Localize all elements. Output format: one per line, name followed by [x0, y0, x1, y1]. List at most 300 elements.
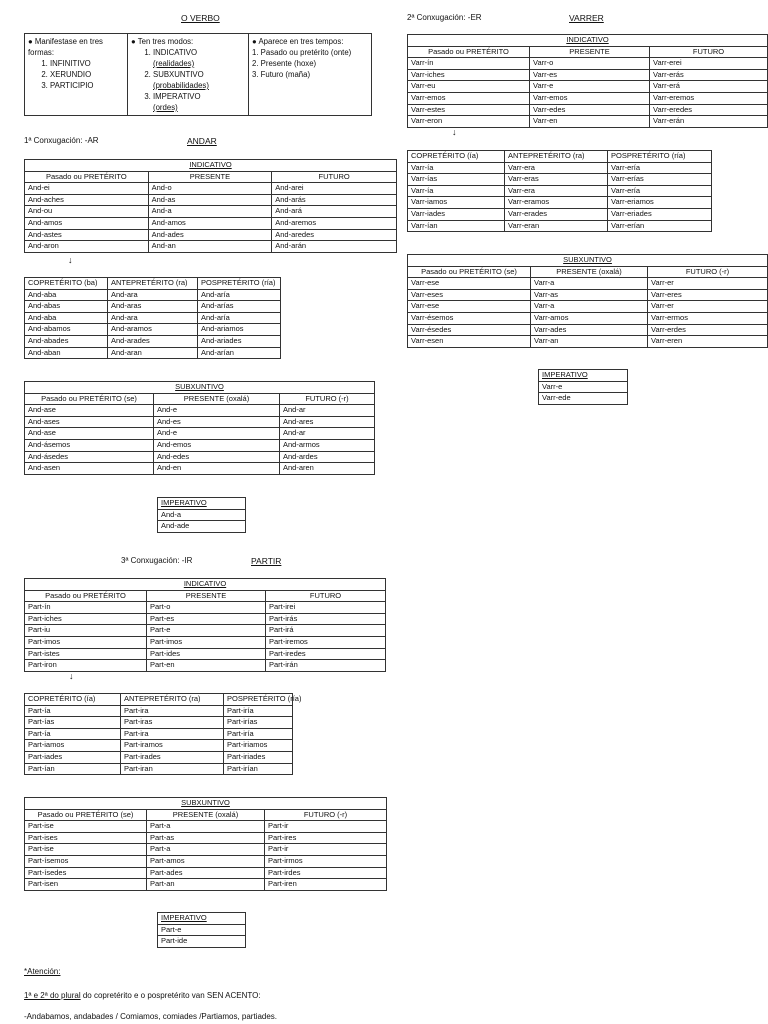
verb-form-cell: Part-ía: [25, 705, 121, 717]
table-row: [25, 405, 375, 417]
verb-form-cell: And-emos: [154, 439, 280, 451]
column-header: Pasado ou PRETÉRITO (se): [25, 809, 147, 821]
table-row: [408, 278, 768, 290]
table-row: [25, 451, 375, 463]
column-header: PRESENTE (oxalá): [531, 266, 648, 278]
verb-form-cell: And-aron: [25, 241, 149, 253]
verb-form-cell: Part-irei: [266, 602, 386, 614]
verb-form-cell: And-ase: [25, 405, 154, 417]
verb-form-cell: And-amos: [25, 217, 149, 229]
tense-item: 2. Presente (hoxe): [252, 59, 317, 68]
verb-form-cell: And-ar: [280, 405, 375, 417]
verb-form-cell: Part-iredes: [266, 648, 386, 660]
note-line: [24, 992, 261, 1000]
table-row: [25, 229, 397, 241]
verb-form-cell: Part-ides: [147, 648, 266, 660]
verb-form-cell: And-ara: [108, 312, 198, 324]
imperativo-table: [157, 912, 246, 948]
verb-form-cell: Varr-emos: [408, 92, 530, 104]
table-row: [25, 439, 375, 451]
verb-form-cell: Varr-as: [531, 289, 648, 301]
table-row: [408, 104, 768, 116]
verb-form-cell: Varr-era: [505, 185, 608, 197]
verb-form-cell: And-ariamos: [198, 324, 281, 336]
table-row: [25, 324, 281, 336]
verb-form-cell: Part-iron: [25, 660, 147, 672]
verb-form-cell: And-aramos: [108, 324, 198, 336]
verb-form-cell: And-arades: [108, 335, 198, 347]
column-header: Pasado ou PRETÉRITO: [25, 590, 147, 602]
column-header: POSPRETÉRITO (ría): [198, 278, 281, 290]
table-row: [408, 58, 768, 70]
verb-form-cell: Part-ise: [25, 821, 147, 833]
verb-form-cell: And-amos: [148, 217, 272, 229]
form-item: 1. INFINITIVO: [50, 58, 124, 69]
verb-form-cell: And-aba: [25, 289, 108, 301]
table-row: [408, 81, 768, 93]
note-text: do copretérito e o pospretérito van SEN ACENTO:: [80, 991, 261, 1000]
table-row: [25, 347, 281, 359]
table-row: [25, 636, 386, 648]
verb-form-cell: Part-ide: [158, 936, 246, 948]
mood-item: 3. IMPERATIVO (ordes): [153, 91, 245, 113]
table-row: [408, 174, 712, 186]
table-row: [158, 521, 246, 533]
table-row: [25, 183, 397, 195]
column-header: POSPRETÉRITO (ría): [608, 151, 712, 163]
table-row: [539, 381, 628, 393]
verb-form-cell: And-as: [148, 194, 272, 206]
page-title: O VERBO: [181, 13, 220, 23]
column-header: FUTURO: [650, 46, 768, 58]
verb-form-cell: And-ase: [25, 428, 154, 440]
copreterito-table: [24, 277, 281, 359]
verb-form-cell: And-abas: [25, 301, 108, 313]
down-arrow-icon: ↓: [452, 127, 457, 137]
bullet-icon: ●: [131, 37, 136, 46]
verb-form-cell: Varr-o: [530, 58, 650, 70]
verb-form-cell: And-ara: [108, 289, 198, 301]
table-row: [25, 832, 387, 844]
verb-form-cell: And-abamos: [25, 324, 108, 336]
table-row: [25, 855, 387, 867]
verb-form-cell: Part-irían: [224, 763, 293, 775]
verb-form-cell: And-ades: [148, 229, 272, 241]
verb-form-cell: And-ar: [280, 428, 375, 440]
tense-item: 1. Pasado ou pretérito (onte): [252, 48, 352, 57]
verb-form-cell: And-aredes: [272, 229, 397, 241]
column-header: PRESENTE (oxalá): [154, 393, 280, 405]
verb-form-cell: Part-ise: [25, 844, 147, 856]
verb-form-cell: Varr-ías: [408, 174, 505, 186]
verb-form-cell: Part-ín: [25, 602, 147, 614]
verb-form-cell: And-ade: [158, 521, 246, 533]
tenses-lead: Aparece en tres tempos:: [258, 37, 344, 46]
table-row: [25, 660, 386, 672]
verb-form-cell: And-ou: [25, 206, 149, 218]
verb-form-cell: And-en: [154, 463, 280, 475]
bullet-icon: ●: [252, 37, 257, 46]
verb-form-cell: Varr-esen: [408, 336, 531, 348]
verb-form-cell: And-e: [154, 428, 280, 440]
verb-form-cell: Part-irás: [266, 613, 386, 625]
subxuntivo-table: [24, 381, 375, 475]
column-header: PRESENTE: [147, 590, 266, 602]
verb-form-cell: Part-iriamos: [224, 740, 293, 752]
table-row: [25, 241, 397, 253]
table-row: [25, 705, 293, 717]
verb-form-cell: Varr-iches: [408, 69, 530, 81]
verb-form-cell: Varr-ían: [408, 220, 505, 232]
table-row: [25, 312, 281, 324]
verb-form-cell: And-aren: [280, 463, 375, 475]
copreterito-table: [407, 150, 712, 232]
verb-form-cell: Part-iría: [224, 705, 293, 717]
verb-form-cell: And-aremos: [272, 217, 397, 229]
table-row: [25, 206, 397, 218]
verb-form-cell: And-edes: [154, 451, 280, 463]
table-row: [25, 879, 387, 891]
verb-form-cell: Part-a: [147, 844, 265, 856]
verb-form-cell: Part-iamos: [25, 740, 121, 752]
verb-form-cell: And-ásemos: [25, 439, 154, 451]
verb-form-cell: Part-as: [147, 832, 265, 844]
verb-form-cell: Varr-eriades: [608, 208, 712, 220]
verb-form-cell: Part-irmos: [265, 855, 387, 867]
verb-form-cell: Part-iriades: [224, 751, 293, 763]
verb-form-cell: And-ásedes: [25, 451, 154, 463]
indicativo-caption: INDICATIVO: [25, 579, 386, 591]
verb-form-cell: And-e: [154, 405, 280, 417]
verb-form-cell: Part-iren: [265, 879, 387, 891]
verb-form-cell: Part-iremos: [266, 636, 386, 648]
table-row: [25, 763, 293, 775]
verb-form-cell: And-ei: [25, 183, 149, 195]
verb-form-cell: Part-iran: [121, 763, 224, 775]
verb-form-cell: Varr-er: [648, 301, 768, 313]
verb-form-cell: Part-ires: [265, 832, 387, 844]
verb-form-cell: And-an: [148, 241, 272, 253]
verb-form-cell: Part-iras: [121, 717, 224, 729]
verb-form-cell: Part-irá: [266, 625, 386, 637]
verb-form-cell: Varr-eron: [408, 116, 530, 128]
verb-form-cell: Varr-ermos: [648, 312, 768, 324]
verb-form-cell: Part-ir: [265, 844, 387, 856]
verb-form-cell: Varr-erdes: [648, 324, 768, 336]
verb-form-cell: Varr-a: [531, 301, 648, 313]
verb-form-cell: Varr-en: [530, 116, 650, 128]
imperativo-table: [538, 369, 628, 405]
table-row: [158, 936, 246, 948]
verb-form-cell: Varr-erían: [608, 220, 712, 232]
verb-form-cell: Varr-amos: [531, 312, 648, 324]
form-item: 2. XERUNDIO: [50, 69, 124, 80]
verb-form-cell: Part-o: [147, 602, 266, 614]
form-item: 3. PARTICIPIO: [50, 80, 124, 91]
table-row: [25, 740, 293, 752]
table-row: [408, 312, 768, 324]
conjugation-label: 1ª Conxugación: -AR: [24, 136, 99, 145]
verb-form-cell: And-astes: [25, 229, 149, 241]
verb-form-cell: And-ariades: [198, 335, 281, 347]
verb-form-cell: Varr-eren: [648, 336, 768, 348]
verb-form-cell: Varr-ede: [539, 393, 628, 405]
verb-form-cell: Varr-ese: [408, 278, 531, 290]
verb-form-cell: Varr-emos: [530, 92, 650, 104]
verb-form-cell: Part-irán: [266, 660, 386, 672]
column-header: FUTURO: [266, 590, 386, 602]
verb-form-cell: Varr-eramos: [505, 197, 608, 209]
verb-form-cell: And-arías: [198, 301, 281, 313]
table-row: [25, 844, 387, 856]
verb-title: PARTIR: [251, 556, 282, 566]
column-header: COPRETÉRITO (ba): [25, 278, 108, 290]
verb-form-cell: And-ases: [25, 416, 154, 428]
subxuntivo-table: [407, 254, 768, 348]
note-title: *Atención:: [24, 967, 61, 976]
verb-form-cell: Varr-eres: [648, 289, 768, 301]
imperativo-caption: IMPERATIVO: [539, 370, 628, 382]
verb-form-cell: Varr-ía: [408, 185, 505, 197]
bullet-icon: ●: [28, 37, 33, 46]
verb-form-cell: And-arei: [272, 183, 397, 195]
verb-title: ANDAR: [187, 136, 217, 146]
verb-form-cell: Varr-iades: [408, 208, 505, 220]
table-row: [25, 821, 387, 833]
verb-form-cell: Varr-ésedes: [408, 324, 531, 336]
verb-form-cell: Varr-eriamos: [608, 197, 712, 209]
subxuntivo-caption: SUBXUNTIVO: [408, 255, 768, 267]
verb-form-cell: Part-irías: [224, 717, 293, 729]
table-row: [158, 924, 246, 936]
imperativo-table: [157, 497, 246, 533]
table-row: [25, 717, 293, 729]
verb-form-cell: Varr-eredes: [650, 104, 768, 116]
down-arrow-icon: ↓: [68, 255, 73, 265]
verb-form-cell: Varr-iamos: [408, 197, 505, 209]
subxuntivo-table: [24, 797, 387, 891]
mood-item: 1. INDICATIVO (realidades): [153, 47, 245, 69]
column-header: PRESENTE (oxalá): [147, 809, 265, 821]
indicativo-caption: INDICATIVO: [25, 160, 397, 172]
table-row: [408, 220, 712, 232]
column-header: ANTEPRETÉRITO (ra): [121, 694, 224, 706]
verb-form-cell: Part-isen: [25, 879, 147, 891]
table-row: [25, 728, 293, 740]
verb-form-cell: Part-e: [158, 924, 246, 936]
down-arrow-icon: ↓: [69, 671, 74, 681]
verb-form-cell: And-asen: [25, 463, 154, 475]
verb-overview-box: [24, 33, 372, 116]
verb-form-cell: Part-ían: [25, 763, 121, 775]
indicativo-caption: INDICATIVO: [408, 35, 768, 47]
verb-form-cell: Part-ades: [147, 867, 265, 879]
column-header: FUTURO (-r): [648, 266, 768, 278]
table-row: [25, 867, 387, 879]
verb-form-cell: And-abades: [25, 335, 108, 347]
verb-form-cell: Part-iches: [25, 613, 147, 625]
verb-form-cell: Part-ira: [121, 728, 224, 740]
tense-item: 3. Futuro (maña): [252, 70, 311, 79]
table-row: [25, 463, 375, 475]
verb-form-cell: Varr-a: [531, 278, 648, 290]
verb-form-cell: And-ardes: [280, 451, 375, 463]
note-emphasis: 1ª e 2ª do plural: [24, 991, 81, 1000]
table-row: [408, 324, 768, 336]
table-row: [408, 208, 712, 220]
table-row: [25, 301, 281, 313]
verb-form-cell: Part-ía: [25, 728, 121, 740]
verb-form-cell: And-aras: [108, 301, 198, 313]
column-header: PRESENTE: [148, 171, 272, 183]
table-row: [408, 197, 712, 209]
verb-form-cell: Varr-ese: [408, 301, 531, 313]
verb-form-cell: Part-iría: [224, 728, 293, 740]
verb-form-cell: Varr-eu: [408, 81, 530, 93]
verb-form-cell: Part-en: [147, 660, 266, 672]
verb-form-cell: Part-ísedes: [25, 867, 147, 879]
column-header: Pasado ou PRETÉRITO: [25, 171, 149, 183]
column-header: PRESENTE: [530, 46, 650, 58]
table-row: [25, 335, 281, 347]
verb-form-cell: Varr-erá: [650, 81, 768, 93]
verb-form-cell: Part-irdes: [265, 867, 387, 879]
verb-form-cell: Part-iramos: [121, 740, 224, 752]
verb-form-cell: Varr-erán: [650, 116, 768, 128]
verb-form-cell: Varr-ería: [608, 185, 712, 197]
verb-form-cell: Varr-eses: [408, 289, 531, 301]
verb-form-cell: And-a: [148, 206, 272, 218]
indicativo-table: [24, 159, 397, 253]
imperativo-caption: IMPERATIVO: [158, 498, 246, 510]
verb-form-cell: And-ares: [280, 416, 375, 428]
verb-form-cell: Varr-ades: [531, 324, 648, 336]
verb-form-cell: Part-irades: [121, 751, 224, 763]
table-row: [25, 602, 386, 614]
tenses-cell: [249, 34, 372, 116]
copreterito-table: [24, 693, 302, 775]
verb-form-cell: Part-ises: [25, 832, 147, 844]
verb-form-cell: Varr-ín: [408, 58, 530, 70]
verb-form-cell: Part-es: [147, 613, 266, 625]
verb-form-cell: Varr-eras: [505, 174, 608, 186]
verb-form-cell: And-aban: [25, 347, 108, 359]
verb-form-cell: Varr-eremos: [650, 92, 768, 104]
column-header: ANTEPRETÉRITO (ra): [108, 278, 198, 290]
verb-form-cell: Part-e: [147, 625, 266, 637]
verb-form-cell: And-es: [154, 416, 280, 428]
column-header: FUTURO (-r): [265, 809, 387, 821]
verb-form-cell: And-arás: [272, 194, 397, 206]
indicativo-table: [24, 578, 386, 672]
verb-form-cell: Part-imos: [147, 636, 266, 648]
table-row: [408, 289, 768, 301]
table-row: [408, 185, 712, 197]
table-row: [25, 416, 375, 428]
verb-form-cell: Part-ísemos: [25, 855, 147, 867]
verb-form-cell: Part-ira: [121, 705, 224, 717]
verb-form-cell: Part-iu: [25, 625, 147, 637]
verb-form-cell: Part-istes: [25, 648, 147, 660]
verb-form-cell: Varr-ésemos: [408, 312, 531, 324]
verb-form-cell: Varr-estes: [408, 104, 530, 116]
subxuntivo-caption: SUBXUNTIVO: [25, 382, 375, 394]
column-header: POSPRETÉRITO (ría): [224, 694, 293, 706]
moods-cell: [128, 34, 249, 116]
column-header: Pasado ou PRETÉRITO (se): [25, 393, 154, 405]
indicativo-table: [407, 34, 768, 128]
mood-item: 2. SUBXUNTIVO (probabilidades): [153, 69, 245, 91]
verb-form-cell: Varr-ía: [408, 162, 505, 174]
verb-form-cell: And-o: [148, 183, 272, 195]
table-row: [25, 194, 397, 206]
column-header: FUTURO (-r): [280, 393, 375, 405]
verb-form-cell: Part-ir: [265, 821, 387, 833]
verb-form-cell: Varr-erías: [608, 174, 712, 186]
verb-form-cell: Part-a: [147, 821, 265, 833]
column-header: COPRETÉRITO (ía): [25, 694, 121, 706]
table-row: [158, 509, 246, 521]
verb-form-cell: Varr-e: [539, 381, 628, 393]
forms-cell: [25, 34, 128, 116]
table-row: [25, 751, 293, 763]
verb-form-cell: And-aría: [198, 312, 281, 324]
verb-form-cell: And-aba: [25, 312, 108, 324]
verb-form-cell: Part-an: [147, 879, 265, 891]
verb-form-cell: And-arían: [198, 347, 281, 359]
verb-form-cell: Varr-er: [648, 278, 768, 290]
column-header: Pasado ou PRETÉRITO: [408, 46, 530, 58]
verb-form-cell: Varr-es: [530, 69, 650, 81]
verb-form-cell: And-ará: [272, 206, 397, 218]
table-row: [408, 69, 768, 81]
verb-form-cell: And-armos: [280, 439, 375, 451]
verb-form-cell: And-aran: [108, 347, 198, 359]
verb-form-cell: And-aría: [198, 289, 281, 301]
table-row: [25, 648, 386, 660]
verb-form-cell: Varr-edes: [530, 104, 650, 116]
table-row: [408, 301, 768, 313]
verb-form-cell: Varr-erei: [650, 58, 768, 70]
column-header: COPRETÉRITO (ía): [408, 151, 505, 163]
table-row: [408, 116, 768, 128]
subxuntivo-caption: SUBXUNTIVO: [25, 798, 387, 810]
moods-lead: Ten tres modos:: [137, 37, 194, 46]
table-row: [25, 625, 386, 637]
verb-form-cell: And-arán: [272, 241, 397, 253]
conjugation-label: 3ª Conxugación: -IR: [121, 556, 193, 565]
table-row: [408, 162, 712, 174]
verb-form-cell: Varr-erás: [650, 69, 768, 81]
verb-title: VARRER: [569, 13, 604, 23]
note-examples: -Andabamos, andabades / Comiamos, comiades /Partiamos, partiades.: [24, 1012, 278, 1021]
imperativo-caption: IMPERATIVO: [158, 913, 246, 925]
table-row: [25, 613, 386, 625]
verb-form-cell: Varr-e: [530, 81, 650, 93]
verb-form-cell: And-a: [158, 509, 246, 521]
verb-form-cell: Part-iades: [25, 751, 121, 763]
verb-form-cell: Varr-erades: [505, 208, 608, 220]
table-row: [25, 428, 375, 440]
table-row: [408, 92, 768, 104]
verb-form-cell: And-aches: [25, 194, 149, 206]
verb-form-cell: Part-ías: [25, 717, 121, 729]
table-row: [408, 336, 768, 348]
column-header: ANTEPRETÉRITO (ra): [505, 151, 608, 163]
verb-form-cell: Varr-ería: [608, 162, 712, 174]
table-row: [25, 289, 281, 301]
verb-form-cell: Part-amos: [147, 855, 265, 867]
